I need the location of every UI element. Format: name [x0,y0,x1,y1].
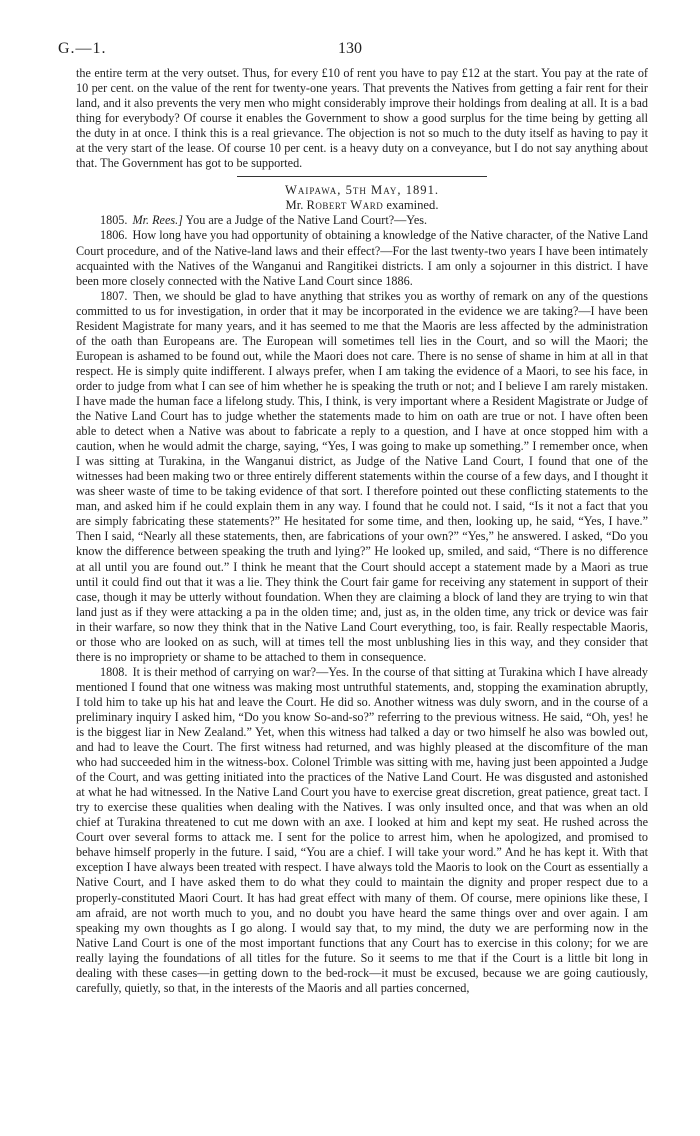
question-number: 1805. [100,213,128,228]
question-1806 [76,228,648,288]
question-number: 1807. [100,288,128,303]
question-text: It is their method of carrying on war?—Yes. In the course of that sitting at Turakina which I have already mentioned I found that one witness was making most untruthful statements, and, stopping the examination abruptly, I told him to take up his hat and leave the Court. He did so. Another witness was duly sworn, and in the course of a preliminary inquiry I asked him, “Do you know So-and-so?” referring to the previous witness. He said, “Oh, yes! he is the biggest liar in New Zealand.” Yet, when this witness had talked a day or two himself he also was bowled out, and had to leave the Court. The first witness had returned, and was highly pleased at the discomfiture of the man who had succeeded him in the witness-box. Colonel Trimble was sitting with me, having just been appointed a Judge of the Court, and was getting initiated into the practices of the Native Land Court. He was disgusted and astonished at what he had witnessed. In the Native Land Court you have to exercise great discretion, great patience, great tact. I try to exercise these qualities when dealing with the Natives. I was only insulted once, and that was when an old chief at Turakina threatened to cut me down with an axe. I looked at him and kept my seat. He rushed across the Court over several forms to attack me. I sent for the police to arrest him, when he apologized, and promised to behave himself properly in the future. I said, “You are a chief. I will take your word.” And he has kept it. With that exception I have always been treated with respect. I have always told the Maoris to look on the Court as essentially a Native Court, and I have asked them to do what they could to maintain the dignity and proper respect due to a properly-constituted Maori Court. It has had great effect with many of them. Of course, mere opinions like these, I am afraid, are not worth much to you, and no doubt you have heard the same things over and over again. I am speaking my own thoughts as I go along. I would say that, to my mind, the duty we are performing now in the Native Land Court is one of the most important functions that any Court has to exercise in this colony; for we are really laying the foundations of all titles for the future. So it seems to me that if the Court is a little bit long in dealing with these cases—in getting down to the bed-rock—it must be excused, because we are going cautiously, carefully, quietly, so that, in the interests of the Maoris and all parties concerned, [76,664,648,995]
section-rule [237,176,487,177]
witness-prefix: Mr. [285,198,304,213]
witness-name: Robert Ward [306,198,384,213]
question-number: 1808. [100,664,128,679]
parliamentary-paper-reference: G.—1. [58,40,107,57]
witness-heading [76,198,648,213]
document-body [76,66,648,996]
question-text: Then, we should be glad to have anything that strikes you as worthy of remark on any of the questions committed to us for investigation, in order that it may be incorporated in the evidence we are taking?—I have been Resident Magistrate for many years, and it has seemed to me that the Maoris are less affected by the administration of the oath than Europeans are. The European will sometimes tell lies in the Court, and so will the Maori; the European is ashamed to be found out, while the Maori does not care. There is no sense of shame in him at all in that respect. He is simply quite indifferent. I always prefer, when I am taking the evidence of a Maori, to see his face, in order to judge from what I can see of him whether he is speaking the truth or not; and I believe I am rarely mistaken. I have made the human face a lifelong study. This, I think, is very important where a Resident Magistrate or Judge of the Native Land Court has to judge whether the statements made to him on oath are true or not. I have often been able to detect when a Native was about to fabricate a reply to a question, and I have at once stopped him with a caution, when he would admit the charge, saying, “Yes, I was going to make up something.” I remember once, when I was sitting at Turakina, in the Wanganui district, as Judge of the Native Land Court, I found that one of the witnesses had been making two or three entirely different statements within the course of a few days, and I thought it was sheer waste of time to be taking evidence of that sort. I therefore pointed out these conflicting statements to the man, and asked him if he could explain them in any way. I found that he could not. I said, “Is it not a fact that you are simply fabricating these statements?” He hesitated for some time, and then, looking up, he said, “Yes, I have.” Then I said, “Nearly all these statements, then, are fabrications of your own?” “Yes,” he answered. I asked, “Do you know the difference between speaking the truth and lying?” He looked up, smiled, and said, “There is no difference at all until you are found out.” I think he meant that the Court should accept a statement made by a Maori as true until it could find out that it was a lie. They think the Court fair game for receiving any statement in support of their case, though it may be utterly without foundation. When they are claiming a block of land they are trying to win that land just as if they were attacking a pa in the olden time; and, just as, in the olden time, any trick or device was fair in their warfare, so now they think that in the Native Land Court everything, too, is fair. Really respectable Maoris, or those who are looked on as such, will at times tell the most unblushing lies in this way, and they consider that there is no impropriety or shame to be attached to them in consequence. [76,288,648,664]
running-header [58,40,642,64]
question-text: How long have you had opportunity of obtaining a knowledge of the Native character, of the Native Land Court procedure, and of the Native-land laws and their effect?—For the last twenty-two years I have been intimately acquainted with the Natives of the Wanganui and Rangitikei districts. I am only a sojourner in this district. I have been more closely connected with the Native Land Court since 1886. [76,228,648,288]
dateline: Waipawa, 5th May, 1891. [284,183,440,198]
question-1807 [76,289,648,665]
opening-paragraph: the entire term at the very outset. Thus, for every £10 of rent you have to pay £12 at the start. You pay at the rate of 10 per cent. on the value of the rent for twenty-one years. That prevents the Natives from getting a fair rent for their land, and it also prevents the very men who might considerably improve their holdings from dealing at all. It is a bad thing for everybody? Of course it enables the Government to show a good surplus for the time being by getting all the duty in at once. I think this is a real grievance. The objection is not so much to the duty itself as having to pay it at the very start of the lease. Of course 10 per cent. is a heavy duty on a conveyance, but I do not say anything about that. The Government has got to be supported. [76,66,648,171]
question-1805 [76,213,648,228]
questioner: Mr. Rees.] [132,213,183,228]
question-number: 1806. [100,228,128,243]
witness-suffix: examined. [386,198,439,213]
page-number: 130 [338,40,362,57]
question-1808 [76,665,648,996]
question-text: You are a Judge of the Native Land Court?—Yes. [185,213,428,228]
